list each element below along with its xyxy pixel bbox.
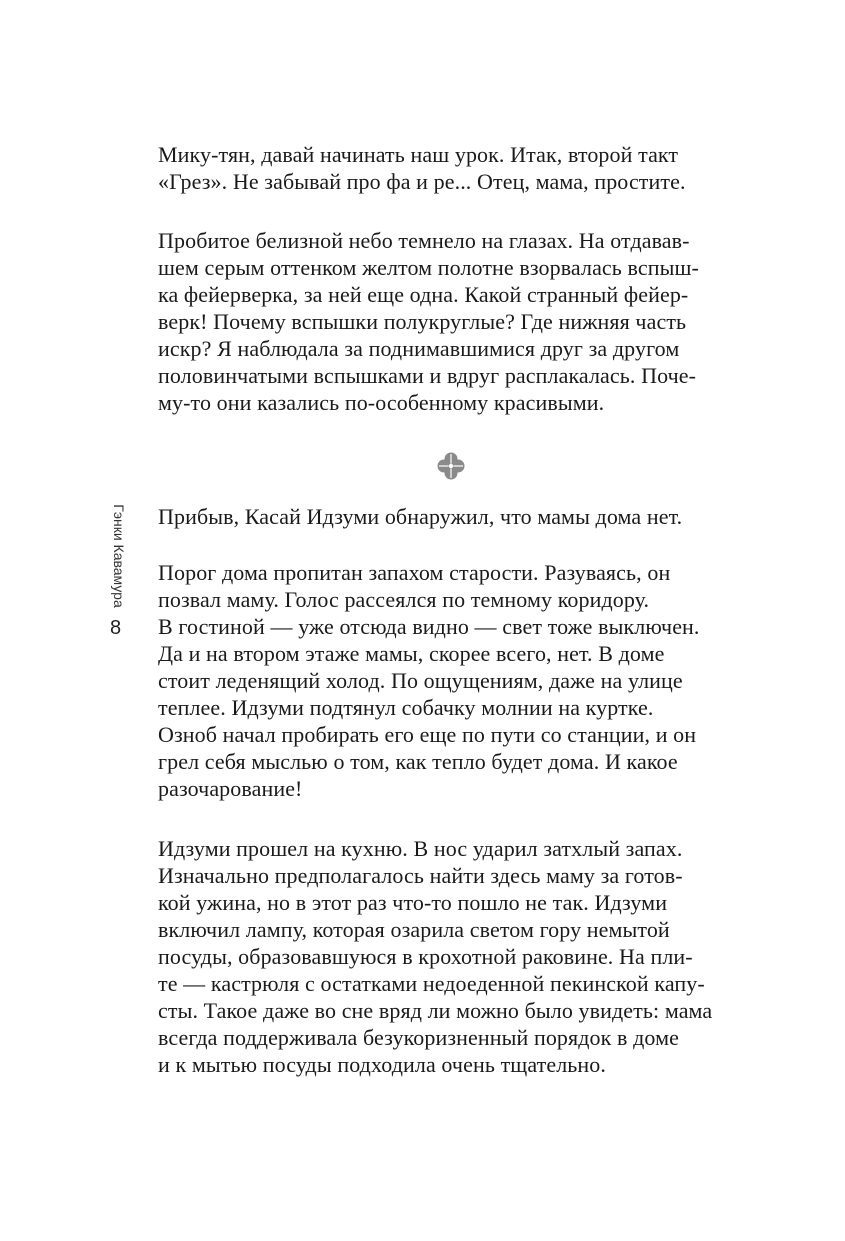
text-line: и к мытью посуды подходила очень тщательно. bbox=[158, 1052, 606, 1077]
text-line: разочарование! bbox=[158, 776, 303, 801]
text-line: те — кастрюля с остатками недоеденной пекинской капу- bbox=[158, 971, 705, 996]
text-line: Идзуми прошел на кухню. В нос ударил затхлый запах. bbox=[158, 836, 683, 861]
text-line: шем серым оттенком желтом полотне взорвалась вспыш- bbox=[158, 255, 699, 280]
text-line: Мику-тян, давай начинать наш урок. Итак, второй такт bbox=[158, 142, 679, 167]
text-line: искр? Я наблюдала за поднимавшимися друг за другом bbox=[158, 336, 680, 361]
text-line: теплее. Идзуми подтянул собачку молнии на куртке. bbox=[158, 695, 654, 720]
text-line: В гостиной — уже отсюда видно — свет тоже выключен. bbox=[158, 614, 700, 639]
text-line: стоит леденящий холод. По ощущениям, даже на улице bbox=[158, 668, 683, 693]
running-head-text: Гэнки Кавамура bbox=[111, 503, 127, 608]
text-line: позвал маму. Голос рассеялся по темному коридору. bbox=[158, 587, 650, 612]
text-line: му-то они казались по-особенному красивыми. bbox=[158, 390, 605, 415]
text-line: кой ужина, но в этот раз что-то пошло не так. Идзуми bbox=[158, 890, 668, 915]
text-line: Изначально предполагалось найти здесь маму за готов- bbox=[158, 863, 683, 888]
text-line: Да и на втором этаже мамы, скорее всего, нет. В доме bbox=[158, 641, 665, 666]
text-line: грел себя мыслью о том, как тепло будет дома. И какое bbox=[158, 749, 678, 774]
text-line: посуды, образовавшуюся в крохотной раковине. На пли- bbox=[158, 944, 693, 969]
text-line: ка фейерверка, за ней еще одна. Какой странный фейер- bbox=[158, 282, 689, 307]
text-line: всегда поддерживала безукоризненный порядок в доме bbox=[158, 1025, 679, 1050]
flower-ornament-icon bbox=[436, 451, 466, 481]
text-line: половинчатыми вспышками и вдруг расплакалась. Поче- bbox=[158, 363, 697, 388]
text-line: Озноб начал пробирать его еще по пути со станции, и он bbox=[158, 722, 697, 747]
text-line: Пробитое белизной небо темнело на глазах. На отдавав- bbox=[158, 228, 690, 253]
page-number: 8 bbox=[110, 617, 122, 639]
text-line: включил лампу, которая озарила светом гору немытой bbox=[158, 917, 670, 942]
text-line: верк! Почему вспышки полукруглые? Где нижняя часть bbox=[158, 309, 687, 334]
running-head bbox=[105, 503, 133, 608]
text-line: Порог дома пропитан запахом старости. Разуваясь, он bbox=[158, 560, 671, 585]
text-line: Прибыв, Касай Идзуми обнаружил, что мамы дома нет. bbox=[158, 504, 683, 529]
text-line: «Грез». Не забывай про фа и ре... Отец, мама, простите. bbox=[158, 169, 686, 194]
text-line: сты. Такое даже во сне вряд ли можно было увидеть: мама bbox=[158, 998, 713, 1023]
